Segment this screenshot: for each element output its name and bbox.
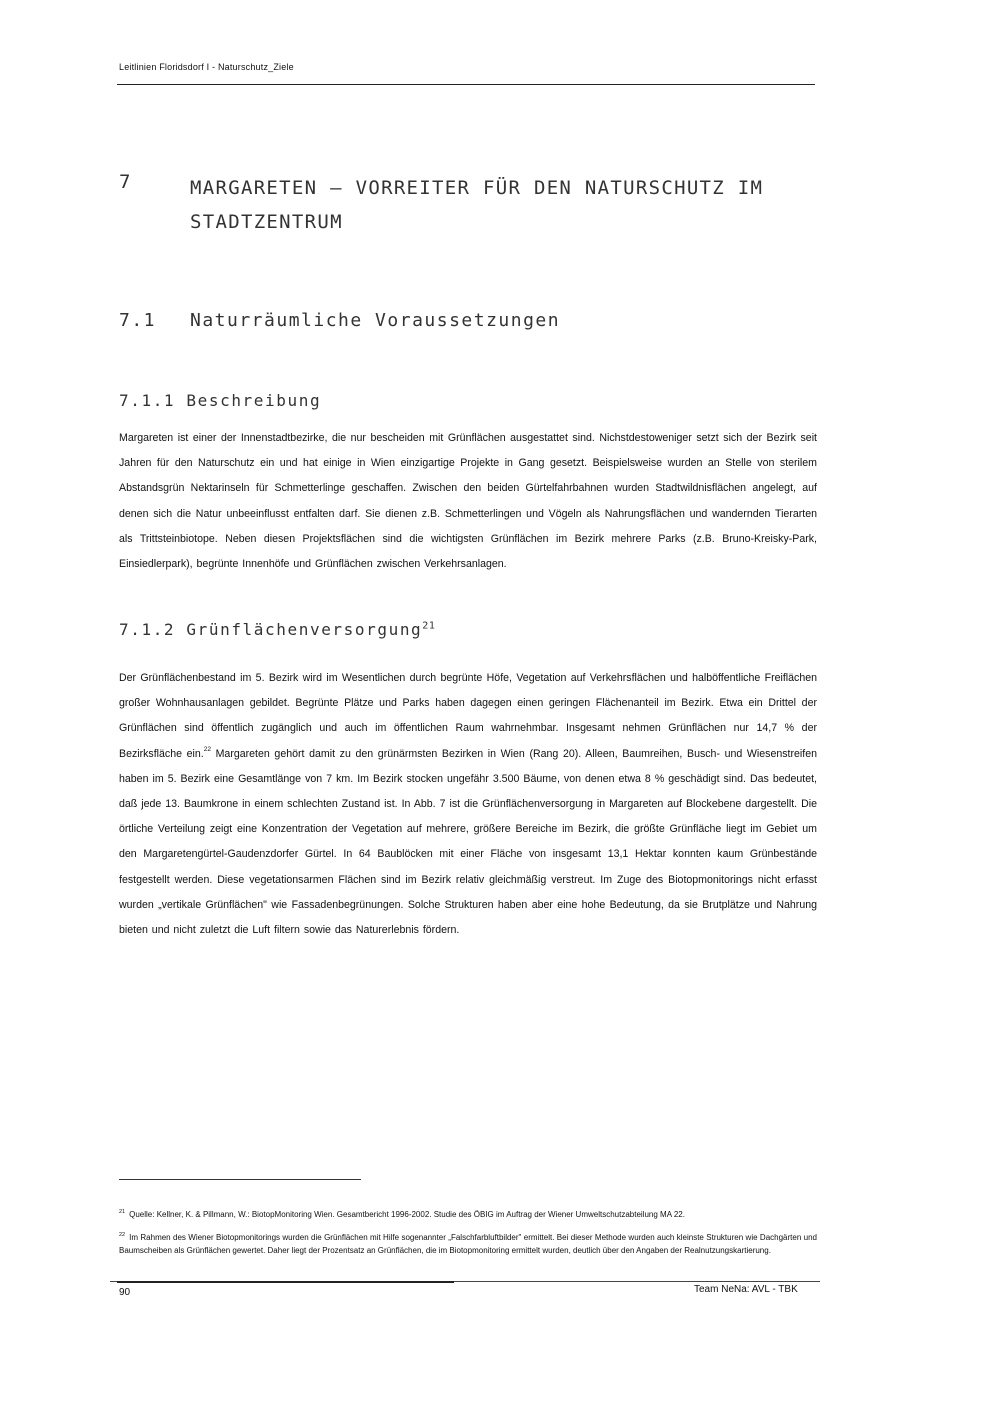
subsection-heading-gruenflaechenversorgung: 7.1.2 Grünflächenversorgung$^{21}$	[119, 620, 436, 639]
footer-credit: Team NeNa: AVL - TBK	[694, 1284, 798, 1295]
chapter-number: 7	[119, 171, 132, 193]
footnote-ref-21[interactable]: 21	[422, 620, 436, 632]
running-header: Leitlinien Floridsdorf I - Naturschutz_Ziele	[119, 62, 294, 72]
section-title: Naturräumliche Voraussetzungen	[190, 310, 561, 331]
section-number: 7.1	[119, 310, 157, 331]
footnote-21: $^{21}$ Quelle: Kellner, K. & Pillmann, W.: BiotopMonitoring Wien. Gesamtbericht 1996-2002. Studie des ÖBIG im Auftrag der Wiener Umweltschutzabteilung MA 22.	[119, 1209, 685, 1219]
footnote-ref-22[interactable]: 22	[203, 745, 211, 753]
footer-rule-accent	[117, 1281, 454, 1283]
paragraph-gruenflaechenversorgung: Der Grünflächenbestand im 5. Bezirk wird im Wesentlichen durch begrünte Höfe, Vegetation auf Verkehrsflächen und halböffentliche Freiflächen großer Wohnhausanlagen gebildet. Begrünte Plätze und Parks haben dagegen einen geringen Flächenanteil im Bezirk. Etwa ein Drittel der Grünflächen sind öffentlich zugänglich und auch im öffentlichen Raum wahrnehmbar. Insgesamt nehmen Grünflächen nur 14,7 % der Bezirksfläche ein.$^{22}$ Margareten gehört damit zu den grünärmsten Bezirken in Wien (Rang 20). Alleen, Baumreihen, Busch- und Wiesenstreifen haben im 5. Bezirk eine Gesamtlänge von 7 km. Im Bezirk stocken ungefähr 3.500 Bäume, von denen etwa 8 % geschädigt sind. Das bedeutet, daß jede 13. Baumkrone in einem schlechten Zustand ist. In Abb. 7 ist die Grünflächenversorgung in Margareten auf Blockebene dargestellt. Die örtliche Verteilung zeigt eine Konzentration der Vegetation auf mehrere, größere Bereiche im Bezirk, die größte Grünfläche liegt im Gebiet um den Margaretengürtel-Gaudenzdorfer Gürtel. In 64 Baublöcken mit einer Fläche von insgesamt 13,1 Hektar konnten kaum Grünbestände festgestellt werden. Diese vegetationsarmen Flächen sind im Bezirk relativ gleichmäßig verstreut. Im Zuge des Biotopmonitorings nicht erfasst wurden „vertikale Grünflächen" wie Fassadenbegrünungen. Solche Strukturen haben aber eine hohe Bedeutung, da sie Brutplätze und Nahrung bieten und nicht zuletzt die Luft filtern sowie das Naturerlebnis fördern.	[119, 672, 817, 937]
subsection-heading-beschreibung: 7.1.1 Beschreibung	[119, 391, 322, 410]
paragraph-beschreibung: Margareten ist einer der Innenstadtbezirke, die nur bescheiden mit Grünflächen ausgestattet sind. Nichstdestoweniger setzt sich der Bezirk seit Jahren für den Naturschutz ein und hat einige in Wien einzigartige Projekte in Gang gesetzt. Beispielsweise wurden an Stelle von sterilem Abstandsgrün Nektarinseln für Schmetterlinge geschaffen. Zwischen den beiden Gürtelfahrbahnen wurden Stadtwildnisflächen angelegt, auf denen sich die Natur unbeeinflusst entfalten darf. Sie dienen z.B. Schmetterlingen und Vögeln als Nahrungsflächen und wandernden Tierarten als Trittsteinbiotope. Neben diesen Projektsflächen sind die wichtigsten Grünflächen im Bezirk mehrere Parks (z.B. Bruno-Kreisky-Park, Einsiedlerpark), begrünte Innenhöfe und Grünflächen zwischen Verkehrsanlagen.	[119, 432, 817, 571]
footnote-22: $^{22}$ Im Rahmen des Wiener Biotopmonitorings wurden die Grünflächen mit Hilfe sogenannter „Falschfarbluftbilder" ermittelt. Bei dieser Methode wurden auch kleinste Strukturen wie Dachgärten und Baumscheiben als Grünflächen gewertet. Daher liegt der Prozentsatz an Grünflächen, die im Biotopmonitoring ermittelt wurden, deutlich über den Angaben der Realnutzungskartierung.	[119, 1232, 817, 1255]
page-number: 90	[119, 1287, 131, 1298]
footnote-separator	[119, 1179, 361, 1180]
header-rule	[117, 84, 815, 85]
chapter-title: MARGARETEN – VORREITER FÜR DEN NATURSCHUTZ IM STADTZENTRUM	[190, 177, 764, 233]
